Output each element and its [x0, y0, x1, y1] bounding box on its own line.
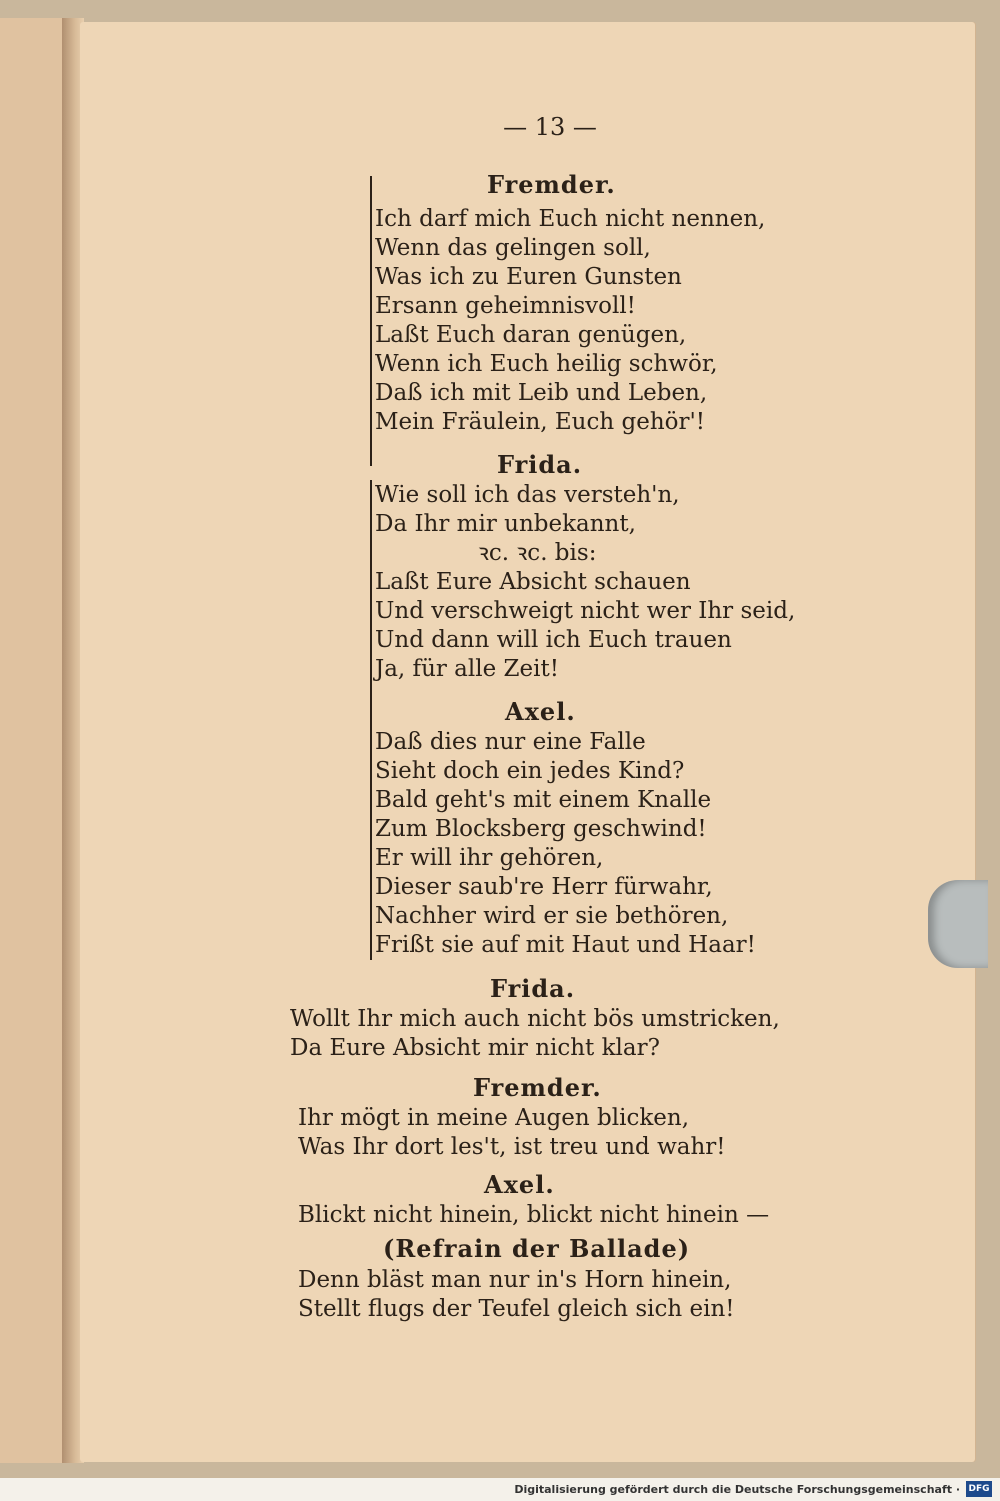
- verse-line: Bald geht's mit einem Knalle: [375, 787, 712, 813]
- verse-line: Wie soll ich das versteh'n,: [375, 482, 680, 508]
- speaker-heading: Axel.: [505, 697, 576, 726]
- footer-credit: Digitalisierung gefördert durch die Deutsche Forschungsgemeinschaft ·: [514, 1483, 960, 1496]
- speaker-heading: Fremder.: [473, 1073, 602, 1102]
- footer-bar: [0, 1478, 1000, 1501]
- verse-line: Mein Fräulein, Euch gehör'!: [375, 409, 706, 435]
- scanner-clip: [928, 880, 988, 968]
- verse-line: Laßt Euch daran genügen,: [375, 322, 687, 348]
- verse-line: Dieser saub're Herr fürwahr,: [375, 874, 713, 900]
- refrain-heading: (Refrain der Ballade): [383, 1234, 691, 1263]
- verse-line: ꝛc. ꝛc. bis:: [478, 540, 597, 566]
- verse-line: Wenn das gelingen soll,: [375, 235, 651, 261]
- verse-line: Ihr mögt in meine Augen blicken,: [298, 1105, 689, 1131]
- verse-line: Da Ihr mir unbekannt,: [375, 511, 636, 537]
- dfg-logo: DFG: [966, 1481, 992, 1497]
- verse-line: Und dann will ich Euch trauen: [375, 627, 732, 653]
- verse-line: Blickt nicht hinein, blickt nicht hinein —: [298, 1202, 770, 1228]
- verse-line: Nachher wird er sie bethören,: [375, 903, 729, 929]
- verse-line: Daß ich mit Leib und Leben,: [375, 380, 708, 406]
- verse-bracket-3: [370, 540, 372, 690]
- speaker-heading: Frida.: [497, 450, 583, 479]
- verse-line: Was Ihr dort les't, ist treu und wahr!: [298, 1134, 726, 1160]
- verse-line: Er will ihr gehören,: [375, 845, 604, 871]
- verse-bracket-1: [370, 176, 372, 466]
- verse-line: Wenn ich Euch heilig schwör,: [375, 351, 718, 377]
- verse-line: Da Eure Absicht mir nicht klar?: [290, 1035, 660, 1061]
- verse-bracket-2: [370, 480, 372, 540]
- verse-line: Ich darf mich Euch nicht nennen,: [375, 206, 766, 232]
- speaker-heading: Axel.: [484, 1170, 555, 1199]
- verse-line: Frißt sie auf mit Haut und Haar!: [375, 932, 756, 958]
- verse-line: Laßt Eure Absicht schauen: [375, 569, 691, 595]
- verse-line: Daß dies nur eine Falle: [375, 729, 646, 755]
- verse-line: Was ich zu Euren Gunsten: [375, 264, 682, 290]
- verse-line: Sieht doch ein jedes Kind?: [375, 758, 685, 784]
- verse-line: Und verschweigt nicht wer Ihr seid,: [375, 598, 796, 624]
- verse-bracket-4: [370, 690, 372, 960]
- verse-line: Denn bläst man nur in's Horn hinein,: [298, 1267, 732, 1293]
- previous-page-edge: [0, 18, 64, 1463]
- verse-line: Stellt flugs der Teufel gleich sich ein!: [298, 1296, 735, 1322]
- verse-line: Wollt Ihr mich auch nicht bös umstricken,: [290, 1006, 780, 1032]
- page-number: — 13 —: [503, 113, 597, 141]
- speaker-heading: Frida.: [490, 974, 576, 1003]
- verse-line: Zum Blocksberg geschwind!: [375, 816, 707, 842]
- speaker-heading: Fremder.: [487, 170, 616, 199]
- verse-line: Ersann geheimnisvoll!: [375, 293, 636, 319]
- verse-line: Ja, für alle Zeit!: [375, 656, 559, 682]
